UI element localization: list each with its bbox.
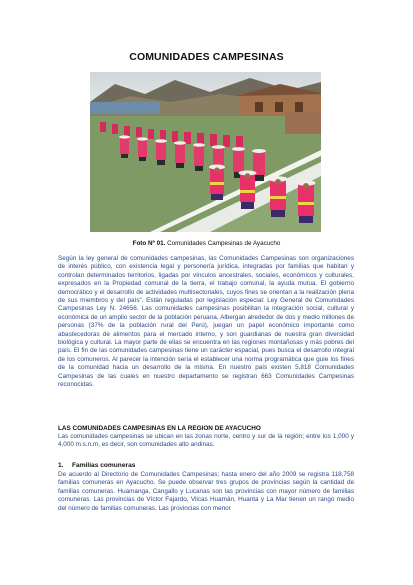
paragraph-familias: De acuerdo al Directorio de Comunidades Campesinas; hasta enero del año 2009 se registra 118,758 familias comuneras en Ayacucho. Se puede observar tres grupos de provincias según la cantidad de familias comuneras. Huamanga, Cangallo y Lucanas son las provincias con mayor número de familias comuneras. Las provincias de Víctor Fajardo, Vilcas Huamán, Huanta y La Mar tienen un rango medio del número de familias comuneras. Las provincias con menor bbox=[58, 471, 354, 512]
paragraph-definition: Según la ley general de comunidades campesinas, las Comunidades Campesinas son organizaciones de interés público, con existencia legal y personería jurídica, integradas por familias que habitan y controlan determinados territorios, ligadas por vínculos ancestrales, sociales, económicos y culturales, expresados en la Propiedad comunal de la tierra, el trabajo comunal, la ayuda mutua. El gobierno democrático y el desarrollo de actividades multisectoriales, cuyos fines se orientan a la realización plena de sus miembros y del país". Están reguladas por legislación especial: Ley General de Comunidades Campesinas Ley N. 24656. Las comunidades campesinas posibilitan la integración social, cultural y económica de un amplio sector de la población peruana. Albergan alrededor de dos y medio millones de personas (37% de la población rural del Perú), juegan un papel económico importante como abastecedoras de alimentos para el mercado interno, y son guardianas de nuestra gran diversidad biológica y cultural. La mayor parte de ellas se encuentra en las regiones montañosas y más pobres del país. El fin de las comunidades campesinas tiene un carácter espacial, pues busca el desarrollo integral de los comuneros. Al parecer la intención sería el establecer una norma programática que guíe los fines de la comunidad hacia un desarrollo de la misma. En nuestro país existen 5,818 Comunidades Campesinas de las cuales en nuestro departamento se registran 663 Comunidades Campesinas reconocidas. bbox=[58, 255, 354, 389]
subsection-title: Familias comuneras bbox=[72, 462, 136, 469]
photo-community-parade bbox=[90, 72, 321, 232]
subsection-number: 1. bbox=[58, 462, 64, 469]
caption-label: Foto Nº 01. bbox=[132, 240, 166, 247]
document-title: COMUNIDADES CAMPESINAS bbox=[129, 51, 284, 63]
caption-text: Comunidades Campesinas de Ayacucho bbox=[165, 240, 281, 247]
photo-caption bbox=[0, 240, 413, 247]
photo-illustration bbox=[90, 72, 321, 232]
paragraph-location: Las comunidades campesinas se ubican en las zonas norte, centro y sur de la región; entre los 1,000 y 4,000 m.s.n.m, es decir, son comunidades alto andinas. bbox=[58, 433, 354, 449]
section-heading-ayacucho: LAS COMUNIDADES CAMPESINAS EN LA REGION DE AYACUCHO bbox=[58, 425, 261, 432]
subsection-heading-familias bbox=[58, 462, 135, 469]
